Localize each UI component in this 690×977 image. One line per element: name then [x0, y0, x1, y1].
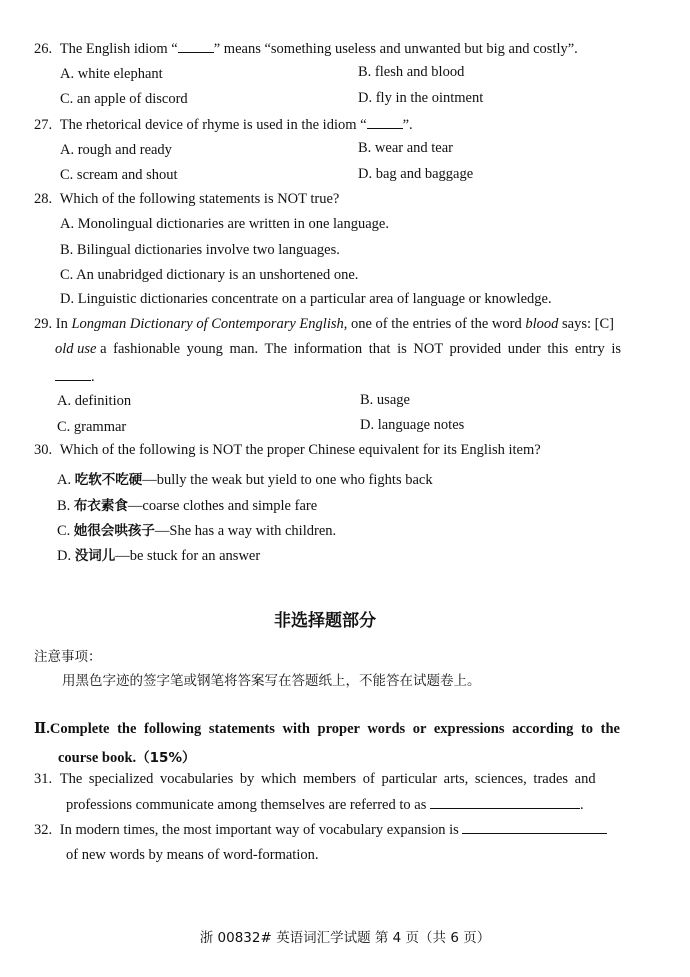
- question-text: The specialized vocabularies by which members of particular arts, sciences, trades and: [59, 771, 596, 787]
- option-b: B. usage: [360, 392, 410, 408]
- english-gloss: —coarse clothes and simple fare: [127, 498, 318, 514]
- question-text: In modern times, the most important way of vocabulary expansion is: [59, 822, 459, 838]
- option-b: B. Bilingual dictionaries involve two languages.: [60, 242, 340, 258]
- question-text: The English idiom “: [59, 41, 178, 57]
- option-c: [57, 519, 336, 540]
- option-c: C. grammar: [57, 419, 127, 435]
- part2-instruction-line2: [58, 746, 195, 767]
- question-32-line2: of new words by means of word-formation.: [66, 847, 319, 863]
- chinese-phrase: 布衣素食: [73, 498, 128, 514]
- option-d: D. Linguistic dictionaries concentrate on a particular area of language or knowledge.: [60, 291, 552, 307]
- question-number: 32.: [34, 822, 53, 838]
- question-number: 29.: [34, 316, 53, 332]
- english-gloss: —She has a way with children.: [154, 523, 337, 539]
- instruction-text: Complete the following statements with proper words or expressions according to the: [49, 721, 620, 737]
- answer-blank: [178, 40, 214, 53]
- option-d: D. fly in the ointment: [358, 90, 484, 106]
- question-26-stem: [34, 40, 578, 58]
- option-label: D.: [57, 548, 72, 564]
- answer-blank: [367, 116, 403, 129]
- question-number: 28.: [34, 191, 53, 207]
- entry-word: blood: [525, 316, 559, 332]
- question-text: In: [55, 316, 68, 332]
- section-title: 非选择题部分: [274, 611, 376, 631]
- option-label: C.: [57, 523, 71, 539]
- question-32: [34, 821, 607, 839]
- chinese-phrase: 没词儿: [74, 548, 116, 564]
- answer-blank: [55, 368, 91, 381]
- question-text: says: [C]: [562, 316, 614, 332]
- option-a: [57, 468, 433, 489]
- option-c: C. An unabridged dictionary is an unshortened one.: [60, 267, 359, 283]
- question-number: 27.: [34, 117, 53, 133]
- option-d: [57, 544, 260, 565]
- chinese-phrase: 吃软不吃硬: [74, 472, 143, 488]
- question-27-stem: [34, 116, 413, 134]
- option-d: D. language notes: [360, 417, 465, 433]
- question-31-line2: [66, 796, 584, 814]
- notice-heading: 注意事项：: [34, 649, 102, 665]
- question-text: Which of the following statements is NOT true?: [59, 191, 340, 207]
- usage-label: old use: [55, 341, 97, 357]
- question-text: ” means “something useless and unwanted but big and costly”.: [213, 41, 578, 57]
- instruction-text: course book.: [58, 750, 137, 766]
- question-text: .: [579, 797, 584, 813]
- option-a: A. definition: [57, 393, 132, 409]
- question-text: Which of the following is NOT the proper Chinese equivalent for its English item?: [59, 442, 541, 458]
- option-b: B. wear and tear: [358, 140, 454, 156]
- option-c: C. an apple of discord: [60, 91, 188, 107]
- question-text: professions communicate among themselves are referred to as: [66, 797, 427, 813]
- option-d: D. bag and baggage: [358, 166, 474, 182]
- page-footer: 浙 00832# 英语词汇学试题 第 4 页（共 6 页）: [199, 930, 491, 946]
- question-number: 31.: [34, 771, 53, 787]
- option-label: B.: [57, 498, 71, 514]
- option-c: C. scream and shout: [60, 167, 178, 183]
- part-numeral: Ⅱ.: [34, 721, 50, 737]
- question-31: [34, 771, 596, 788]
- question-30-stem: [34, 442, 541, 459]
- chinese-phrase: 她很会哄孩子: [73, 523, 155, 539]
- question-text: a fashionable young man. The information that is NOT provided under this entry is: [100, 341, 622, 357]
- question-number: 30.: [34, 442, 53, 458]
- question-29-stem-line2: [55, 341, 621, 358]
- question-28-stem: [34, 191, 339, 208]
- question-29-stem-line3: [55, 368, 95, 386]
- answer-blank: [462, 821, 607, 834]
- notice-text: 用黑色字迹的签字笔或钢笔将答案写在答题纸上，不能答在试题卷上。: [62, 673, 481, 689]
- option-a: A. Monolingual dictionaries are written in one language.: [60, 216, 389, 232]
- question-text: The rhetorical device of rhyme is used in the idiom “: [59, 117, 367, 133]
- question-number: 26.: [34, 41, 53, 57]
- option-b: [57, 494, 317, 515]
- english-gloss: —bully the weak but yield to one who fights back: [142, 472, 433, 488]
- part2-instruction: [34, 720, 620, 738]
- option-a: A. rough and ready: [60, 142, 172, 158]
- question-text: , one of the entries of the word: [343, 316, 522, 332]
- answer-blank: [430, 796, 580, 809]
- dictionary-title: Longman Dictionary of Contemporary English: [71, 316, 344, 332]
- question-29-stem: [34, 316, 614, 333]
- option-b: B. flesh and blood: [358, 64, 465, 80]
- option-label: A.: [57, 472, 72, 488]
- option-a: A. white elephant: [60, 66, 163, 82]
- question-text: ”.: [402, 117, 413, 133]
- question-text: .: [91, 369, 95, 385]
- english-gloss: —be stuck for an answer: [115, 548, 261, 564]
- score-label: （15%）: [136, 750, 196, 766]
